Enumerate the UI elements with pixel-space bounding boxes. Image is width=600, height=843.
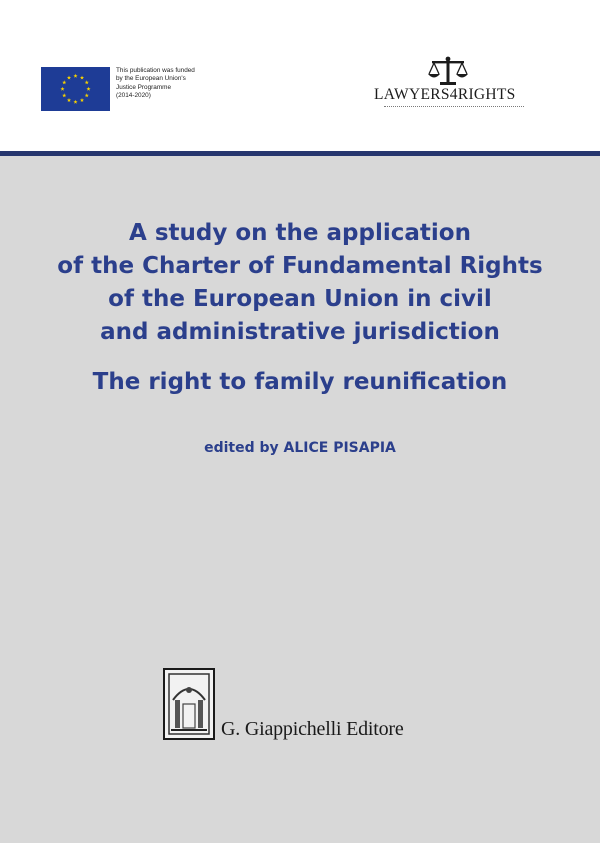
editor-credit: edited by ALICE PISAPIA [204, 440, 396, 456]
lawyers4rights-logo [368, 56, 538, 112]
eu-star-icon [67, 76, 71, 80]
eu-star-icon [85, 80, 89, 84]
publisher-name: G. Giappichelli Editore [221, 718, 404, 740]
eu-funding-line: This publication was funded [116, 67, 195, 74]
cover-header [0, 0, 600, 152]
eu-star-icon [80, 76, 84, 80]
eu-funding-note [116, 67, 206, 101]
lawyers4rights-tagline-decoration [384, 106, 524, 110]
eu-star-icon [73, 74, 77, 78]
lawyers4rights-wordmark: LAWYERS4RIGHTS [374, 86, 516, 103]
eu-star-icon [80, 98, 84, 102]
eu-star-icon [60, 87, 64, 91]
header-divider [0, 151, 600, 156]
book-subtitle: The right to family reunification [92, 369, 508, 395]
eu-funding-line: Justice Programme [116, 83, 172, 91]
publisher-emblem-icon [163, 668, 215, 740]
book-title-line: and administrative jurisdiction [100, 319, 500, 345]
eu-funding-line: by the European Union's [116, 75, 186, 83]
eu-star-icon [85, 93, 89, 97]
book-title-line: of the Charter of Fundamental Rights [57, 253, 543, 279]
eu-flag-icon [41, 67, 110, 111]
scales-of-justice-icon [426, 56, 470, 86]
eu-stars-icon [41, 67, 110, 111]
eu-star-icon [67, 98, 71, 102]
book-title-line: of the European Union in civil [108, 286, 492, 312]
eu-funding-line: (2014-2020) [116, 92, 151, 100]
eu-star-icon [62, 80, 66, 84]
eu-star-icon [62, 93, 66, 97]
publisher-emblem-illustration [165, 670, 213, 738]
book-title-line: A study on the application [129, 220, 471, 246]
book-title [20, 217, 580, 349]
eu-star-icon [86, 87, 90, 91]
eu-star-icon [73, 100, 77, 104]
